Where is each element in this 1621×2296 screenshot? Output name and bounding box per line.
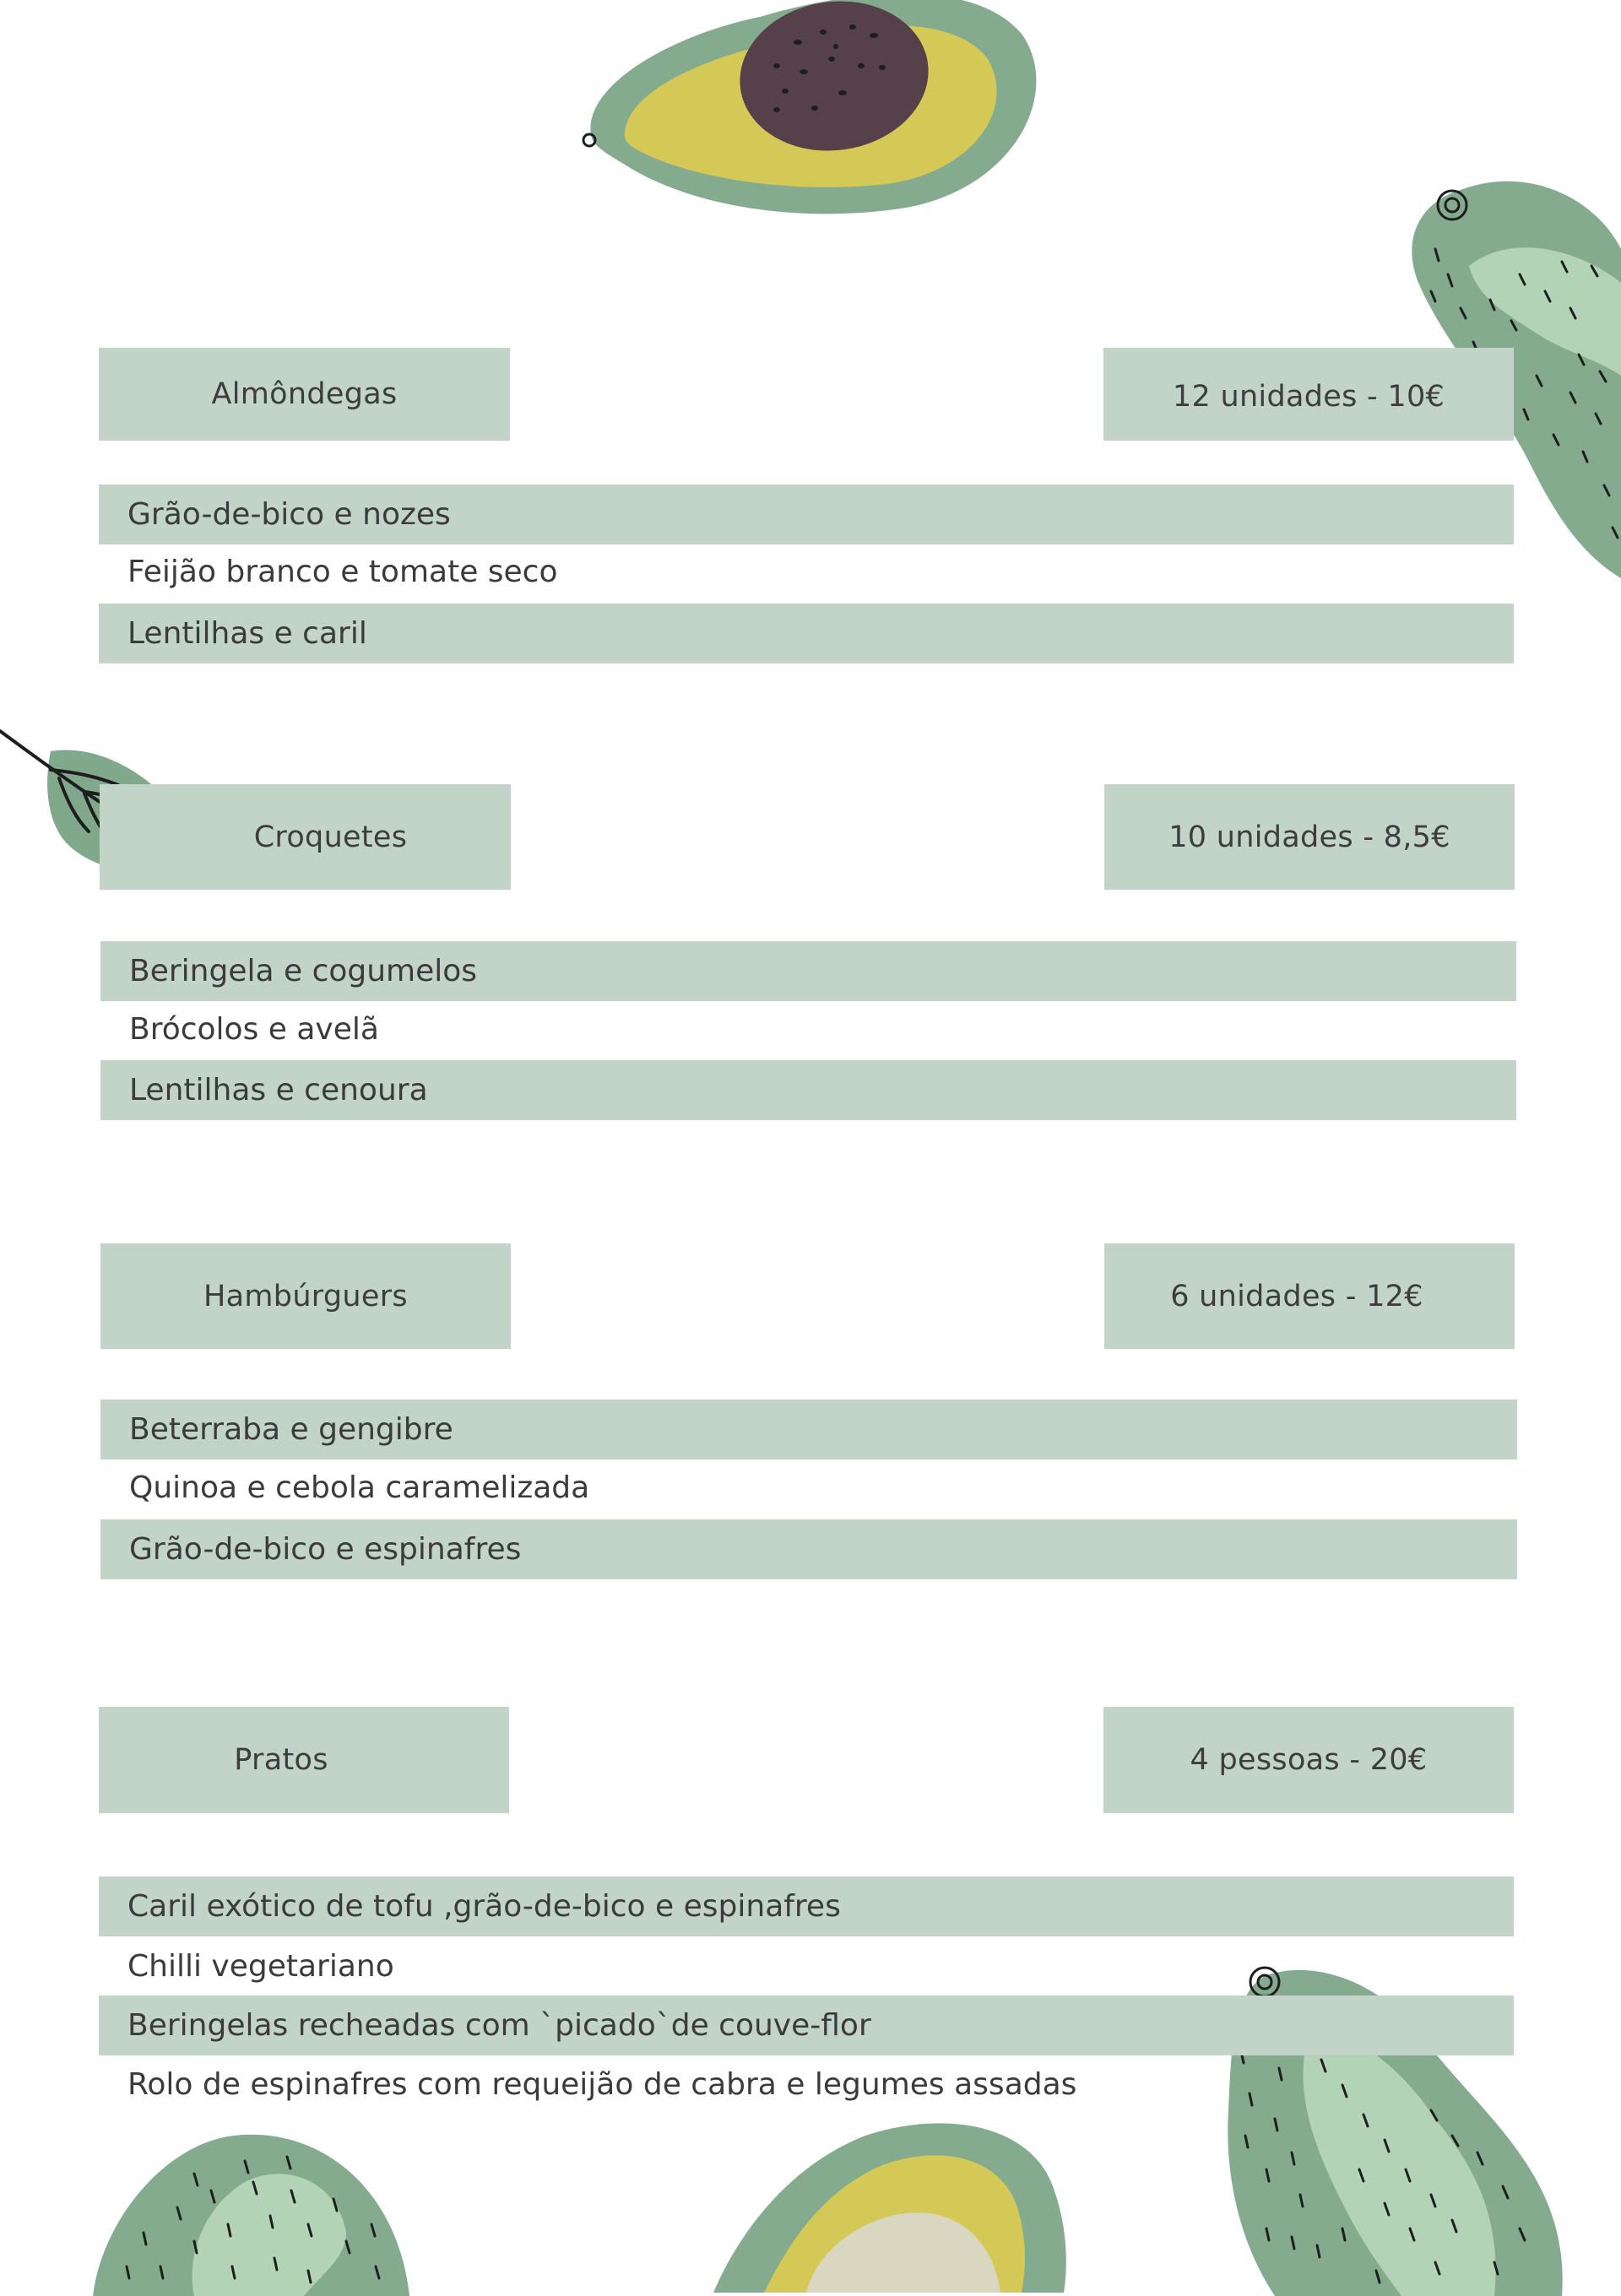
- list-item: Caril exótico de tofu ,grão-de-bico e espinafres: [99, 1876, 1514, 1936]
- list-item: Grão-de-bico e nozes: [99, 485, 1514, 544]
- section-title: Hambúrguers: [100, 1243, 511, 1349]
- section-title: Almôndegas: [99, 348, 510, 441]
- section-title: Pratos: [99, 1707, 509, 1813]
- list-item: Chilli vegetariano: [127, 1949, 394, 1984]
- section-price: 4 pessoas - 20€: [1103, 1707, 1514, 1813]
- section-price: 10 unidades - 8,5€: [1104, 784, 1515, 890]
- list-item: Quinoa e cebola caramelizada: [129, 1470, 590, 1505]
- list-item: Grão-de-bico e espinafres: [100, 1519, 1517, 1579]
- section-price: 6 unidades - 12€: [1104, 1243, 1515, 1349]
- list-item: Feijão branco e tomate seco: [127, 555, 558, 589]
- list-item: Beringela e cogumelos: [100, 941, 1516, 1001]
- avocado-whole-icon: [93, 2131, 414, 2296]
- list-item: Brócolos e avelã: [129, 1012, 379, 1047]
- avocado-half-icon: [713, 2115, 1076, 2293]
- list-item: Rolo de espinafres com requeijão de cabra e legumes assadas: [127, 2067, 1077, 2102]
- list-item: Beringelas recheadas com `picado`de couve-flor: [99, 1995, 1514, 2055]
- section-price: 12 unidades - 10€: [1103, 348, 1514, 441]
- avocado-half-icon: [574, 0, 1047, 228]
- section-title: Croquetes: [100, 784, 511, 890]
- list-item: Lentilhas e caril: [99, 604, 1514, 663]
- list-item: Beterraba e gengibre: [100, 1400, 1517, 1459]
- list-item: Lentilhas e cenoura: [100, 1060, 1516, 1120]
